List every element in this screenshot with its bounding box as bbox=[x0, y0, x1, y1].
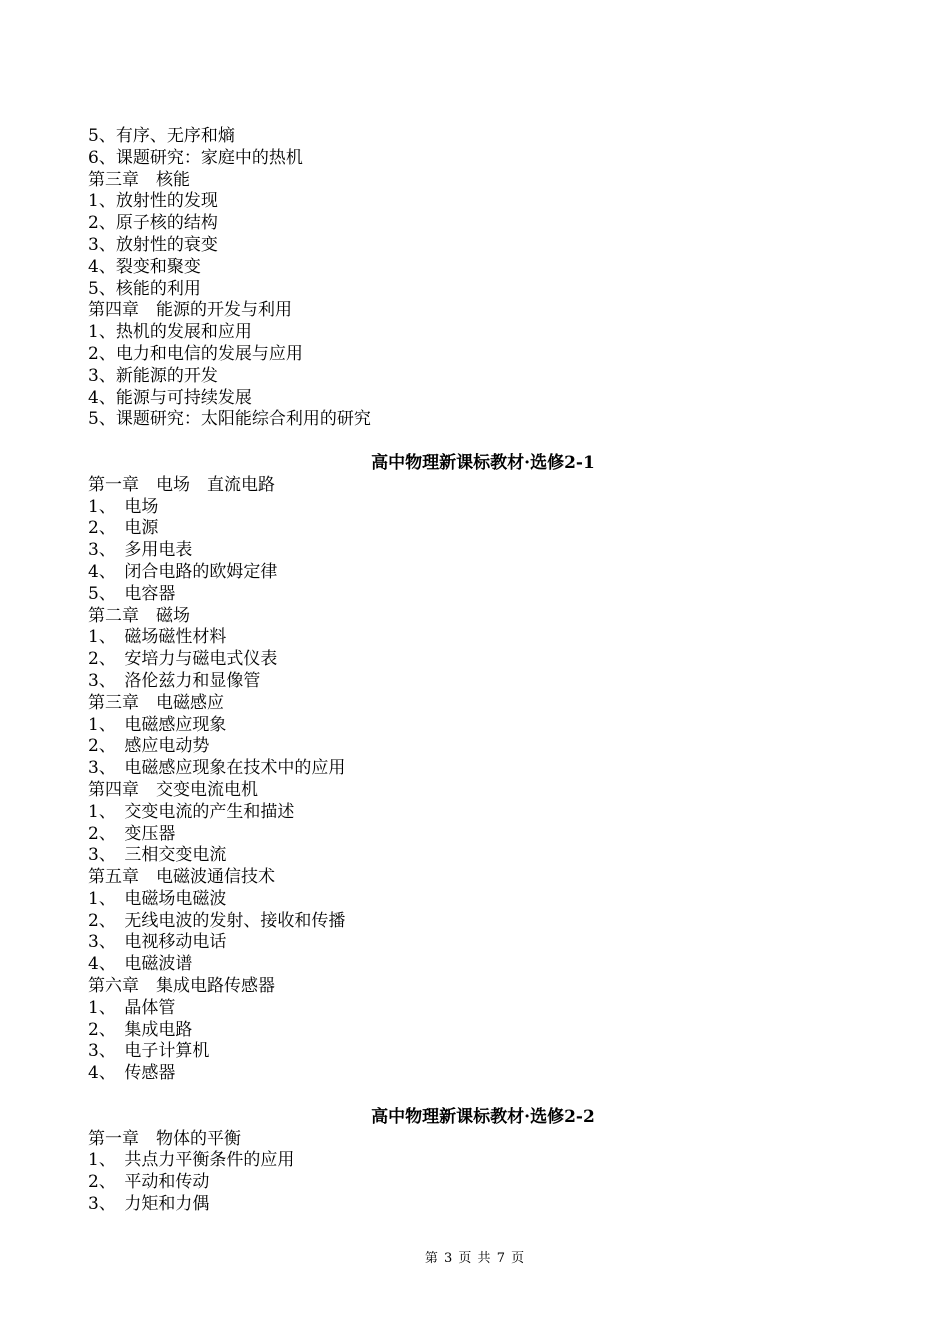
list-item: 1、放射性的发现 bbox=[88, 191, 218, 212]
chapter-heading: 第三章 核能 bbox=[88, 169, 190, 190]
list-item: 2、原子核的结构 bbox=[88, 213, 218, 234]
list-item: 5、课题研究：太阳能综合利用的研究 bbox=[88, 409, 371, 430]
section-heading-wrap bbox=[88, 431, 878, 475]
chapter-heading: 第一章 电场 直流电路 bbox=[88, 474, 275, 495]
list-item: 4、 闭合电路的欧姆定律 bbox=[88, 561, 278, 582]
section-heading-2-1: 高中物理新课标教材·选修2-1 bbox=[371, 452, 595, 473]
section-2-1-list bbox=[88, 475, 878, 1085]
list-item: 3、 电视移动电话 bbox=[88, 932, 227, 953]
section-2-2-list bbox=[88, 1129, 878, 1216]
list-item: 2、 集成电路 bbox=[88, 1019, 193, 1040]
list-item: 1、 交变电流的产生和描述 bbox=[88, 801, 295, 822]
chapter-heading: 第四章 交变电流电机 bbox=[88, 779, 258, 800]
list-item: 2、 电源 bbox=[88, 518, 159, 539]
list-item: 2、电力和电信的发展与应用 bbox=[88, 343, 303, 364]
list-item: 3、 多用电表 bbox=[88, 540, 193, 561]
page-footer: 第 3 页 共 7 页 bbox=[424, 1251, 526, 1266]
chapter-heading: 第二章 磁场 bbox=[88, 605, 190, 626]
section-heading-wrap bbox=[88, 1085, 878, 1129]
chapter-heading: 第五章 电磁波通信技术 bbox=[88, 867, 275, 888]
list-item: 1、 电磁场电磁波 bbox=[88, 888, 227, 909]
chapter-heading: 第四章 能源的开发与利用 bbox=[88, 300, 292, 321]
list-item: 3、新能源的开发 bbox=[88, 365, 218, 386]
document-body bbox=[88, 126, 878, 1216]
list-item: 6、课题研究：家庭中的热机 bbox=[88, 147, 303, 168]
list-item: 4、裂变和聚变 bbox=[88, 256, 201, 277]
list-item: 1、 共点力平衡条件的应用 bbox=[88, 1150, 295, 1171]
list-item: 4、 传感器 bbox=[88, 1063, 176, 1084]
list-item: 2、 无线电波的发射、接收和传播 bbox=[88, 910, 346, 931]
list-item: 1、 磁场磁性材料 bbox=[88, 627, 227, 648]
list-item: 3、 三相交变电流 bbox=[88, 845, 227, 866]
list-item: 4、 电磁波谱 bbox=[88, 954, 193, 975]
list-item: 1、热机的发展和应用 bbox=[88, 322, 252, 343]
chapter-heading: 第一章 物体的平衡 bbox=[88, 1128, 241, 1149]
list-item: 1、 晶体管 bbox=[88, 997, 176, 1018]
section-continuation bbox=[88, 126, 878, 431]
list-item: 2、 感应电动势 bbox=[88, 736, 210, 757]
list-item: 3、 电子计算机 bbox=[88, 1041, 210, 1062]
list-item: 5、有序、无序和熵 bbox=[88, 126, 235, 146]
list-item: 5、 电容器 bbox=[88, 583, 176, 604]
list-item: 2、 平动和传动 bbox=[88, 1172, 210, 1193]
list-item: 3、放射性的衰变 bbox=[88, 234, 218, 255]
list-item: 4、能源与可持续发展 bbox=[88, 387, 252, 408]
list-item: 2、 变压器 bbox=[88, 823, 176, 844]
chapter-heading: 第六章 集成电路传感器 bbox=[88, 976, 275, 997]
list-item: 3、 电磁感应现象在技术中的应用 bbox=[88, 758, 346, 779]
list-item: 1、 电场 bbox=[88, 496, 159, 517]
list-item: 3、 力矩和力偶 bbox=[88, 1194, 210, 1215]
list-item: 1、 电磁感应现象 bbox=[88, 714, 227, 735]
list-item: 2、 安培力与磁电式仪表 bbox=[88, 649, 278, 670]
chapter-heading: 第三章 电磁感应 bbox=[88, 692, 224, 713]
list-item: 3、 洛伦兹力和显像管 bbox=[88, 670, 261, 691]
list-item: 5、核能的利用 bbox=[88, 278, 201, 299]
section-heading-2-2: 高中物理新课标教材·选修2-2 bbox=[371, 1106, 595, 1127]
